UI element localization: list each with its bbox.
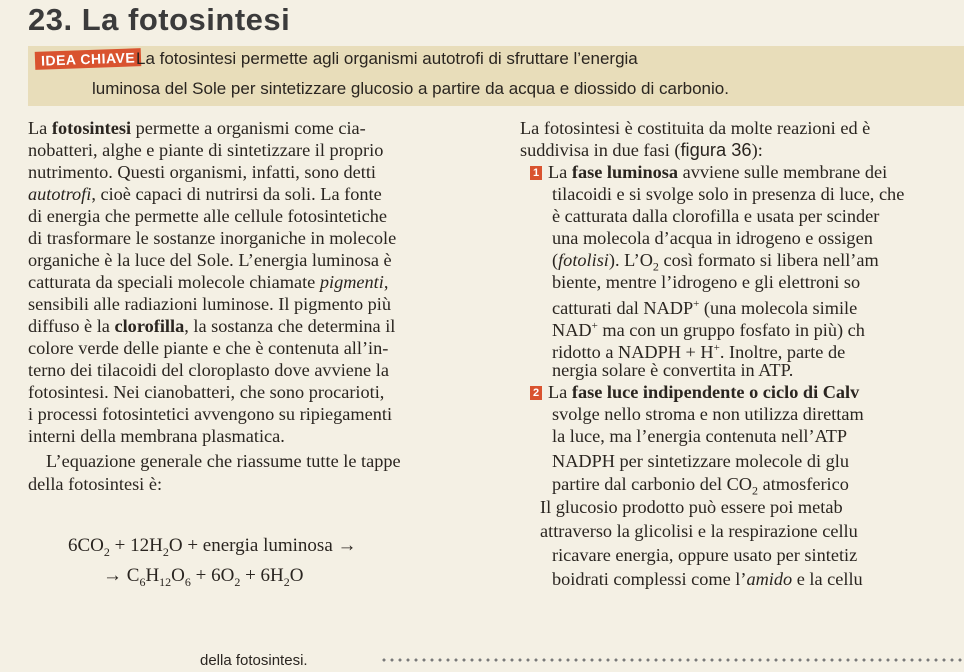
section-number: 23. [28, 2, 73, 37]
right-line: è catturata dalla clorofilla e usata per scinder [552, 206, 880, 226]
step-badge: 1 [530, 166, 542, 180]
left-line: catturata da speciali molecole chiamate pigmenti, [28, 272, 389, 292]
left-line: interni della membrana plasmatica. [28, 426, 285, 446]
left-line: autotrofi, cioè capaci di nutrirsi da soli. La fonte [28, 184, 382, 204]
right-line: 2 La fase luce indipendente o ciclo di Calv [530, 381, 859, 403]
left-line: fotosintesi. Nei cianobatteri, che sono procarioti, [28, 382, 385, 402]
right-line: la luce, ma l’energia contenuta nell’ATP [552, 426, 848, 446]
right-line: biente, mentre l’idrogeno e gli elettroni so [552, 272, 861, 292]
left-line: L’equazione generale che riassume tutte le tappe [46, 451, 401, 471]
left-line: sensibili alle radiazioni luminose. Il pigmento più [28, 294, 392, 314]
dotted-divider [380, 658, 964, 662]
left-line: i processi fotosintetici avvengono su ripiegamenti [28, 404, 393, 424]
left-line: organiche è la luce del Sole. L’energia luminosa è [28, 250, 392, 270]
right-line: catturati dal NADP+ (una molecola simile [552, 298, 858, 319]
right-line: La fotosintesi è costituita da molte reazioni ed è [520, 118, 871, 138]
right-line: tilacoidi e si svolge solo in presenza di luce, che [552, 184, 905, 204]
right-line: Il glucosio prodotto può essere poi metab [540, 497, 843, 517]
right-line: ricavare energia, oppure usato per sintetiz [552, 545, 858, 565]
left-line: di energia che permette alle cellule fotosintetiche [28, 206, 388, 226]
right-line: attraverso la glicolisi e la respirazione cellu [540, 521, 858, 541]
right-line: svolge nello stroma e non utilizza direttam [552, 404, 864, 424]
step-badge: 2 [530, 386, 542, 400]
left-line: colore verde delle piante e che è contenuta all’in- [28, 338, 389, 358]
right-line: una molecola d’acqua in idrogeno e ossigen [552, 228, 873, 248]
right-line: suddivisa in due fasi (figura 36): [520, 139, 763, 160]
left-line: terno dei tilacoidi del cloroplasto dove avviene la [28, 360, 389, 380]
left-line: nutrimento. Questi organismi, infatti, sono detti [28, 162, 376, 182]
section-heading: La fotosintesi [81, 2, 291, 37]
equation-line-2: → $C_6H_{12}O_6 + 6O_2 + 6H_2O$ [103, 565, 304, 589]
left-line: nobatteri, alghe e piante di sintetizzare il proprio [28, 140, 384, 160]
right-line: (fotolisi). $L’O_2$ così formato si libera nell’am [552, 250, 879, 274]
figure-caption: della fotosintesi. [200, 652, 308, 669]
right-line: boidrati complessi come l’amido e la cellu [552, 569, 863, 589]
section-title [28, 2, 290, 38]
right-line: NAD+ ma con un gruppo fosfato in più) ch [552, 320, 865, 341]
equation-line-1: $6CO_2 + 12H_2O$ + energia luminosa → [68, 535, 357, 559]
key-idea-line-1: La fotosintesi permette agli organismi autotrofi di sfruttare l’energia [136, 49, 638, 68]
left-line: della fotosintesi è: [28, 474, 163, 494]
key-idea-line-2: luminosa del Sole per sintetizzare glucosio a partire da acqua e diossido di carbonio. [92, 79, 729, 98]
right-line: ridotto a NADPH + H+. Inoltre, parte de [552, 342, 846, 363]
right-line: NADPH per sintetizzare molecole di glu [552, 451, 849, 471]
right-line: nergia solare è convertita in ATP. [552, 360, 794, 380]
left-line: diffuso è la clorofilla, la sostanza che determina il [28, 316, 396, 336]
right-line: 1 La fase luminosa avviene sulle membrane dei [530, 161, 887, 183]
left-line: La fotosintesi permette a organismi come cia- [28, 118, 366, 138]
right-line: partire dal carbonio del $CO_2$ atmosferico [552, 474, 849, 498]
key-idea-badge: IDEA CHIAVE [35, 48, 142, 70]
left-line: di trasformare le sostanze inorganiche in molecole [28, 228, 397, 248]
